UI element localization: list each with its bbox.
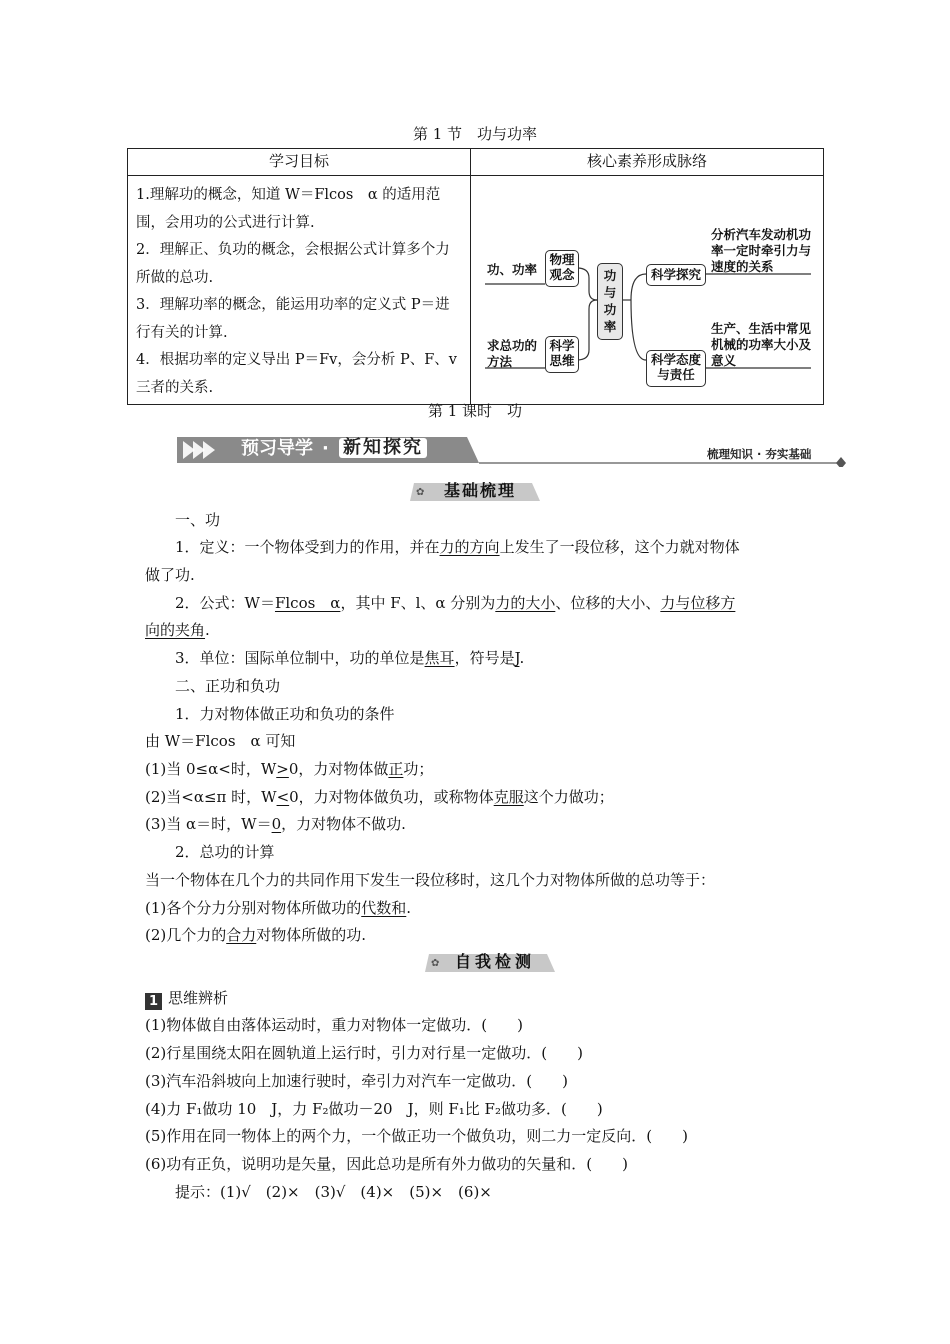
- objectives-table: [127, 148, 824, 405]
- heading-work: 一、功: [175, 511, 221, 529]
- section-selfcheck-header: [425, 952, 555, 974]
- check-item-5: (5)作用在同一物体上的两个力，一个做正功一个做负功，则二力一定反向．( ): [145, 1127, 688, 1145]
- total-work-method-1: (1)各个分力分别对物体所做功的代数和.: [145, 899, 412, 917]
- blank-angle-part1: 力与位移方: [660, 594, 736, 612]
- heading-positive-negative: 二、正功和负功: [175, 677, 281, 695]
- box-scientific-inquiry: 科学探究: [646, 264, 706, 286]
- check-item-4: (4)力 F₁做功 10 J，力 F₂做功－20 J，则 F₁比 F₂做功多．( ): [145, 1100, 603, 1118]
- banner-dot: ·: [322, 438, 329, 459]
- lesson-title: 第 1 课时 功: [427, 402, 523, 420]
- check-title: 思维辨析: [168, 989, 229, 1007]
- concept-diagram: [471, 176, 823, 398]
- blank-angle-part2: 向的夹角: [145, 621, 206, 639]
- check-item-3: (3)汽车沿斜坡向上加速行驶时，牵引力对汽车一定做功．( ): [145, 1072, 568, 1090]
- definition-line1: 1．定义：一个物体受到力的作用，并在力的方向上发生了一段位移，这个力就对物体: [175, 538, 740, 556]
- total-work-desc: 当一个物体在几个力的共同作用下发生一段位移时，这几个力对物体所做的总功等于：: [145, 871, 716, 889]
- section-selfcheck-title: 自我检测: [454, 952, 535, 971]
- blank-algebraic-sum: 代数和: [361, 899, 407, 917]
- formula-line2: 向的夹角.: [145, 621, 210, 639]
- goal-4: 4．根据功率的定义导出 P＝Fv，会分析 P、F、v 三者的关系.: [136, 352, 457, 396]
- unit-line: 3．单位：国际单位制中，功的单位是焦耳，符号是J.: [175, 649, 525, 667]
- definition-line2: 做了功.: [145, 566, 195, 584]
- check-answers: 提示：(1)√ (2)× (3)√ (4)× (5)× (6)×: [175, 1183, 492, 1201]
- box-center-work-power: 功与功率: [597, 263, 623, 340]
- blank-gt: >: [276, 760, 289, 778]
- blank-resultant-force: 合力: [226, 926, 257, 944]
- goal-2: 2．理解正、负功的概念，会根据公式计算多个力所做的总功.: [136, 242, 450, 286]
- blank-force-direction: 力的方向: [439, 538, 500, 556]
- blank-positive: 正: [388, 760, 404, 778]
- blank-zero: 0: [271, 815, 282, 833]
- formula-line1: 2．公式：W＝Flcos α，其中 F、l、α 分别为力的大小、位移的大小、力与位移方: [175, 594, 736, 612]
- condition-heading: 1．力对物体做正功和负功的条件: [175, 705, 395, 723]
- svg-text:✿: ✿: [431, 958, 440, 969]
- total-work-heading: 2．总功的计算: [175, 843, 275, 861]
- label-gong-gonglv: 功、功率: [487, 262, 538, 277]
- preview-banner: [177, 433, 847, 467]
- goal-3: 3．理解功率的概念，能运用功率的定义式 P＝进行有关的计算.: [136, 297, 450, 341]
- check-item-1: (1)物体做自由落体运动时，重力对物体一定做功．( ): [145, 1016, 523, 1034]
- section-title: 第 1 节 功与功率: [412, 125, 538, 143]
- label-total-work-method: 求总功的方法: [487, 338, 538, 369]
- blank-formula: Flcos α: [274, 594, 341, 612]
- case-1: (1)当 0≤α<时，W>0，力对物体做正功；: [145, 760, 434, 778]
- total-work-method-2: (2)几个力的合力对物体所做的功.: [145, 926, 367, 944]
- box-scientific-attitude: 科学态度与责任: [646, 350, 706, 387]
- banner-main-title: 预习导学: [241, 438, 313, 459]
- literacy-header: 核心素养形成脉络: [471, 149, 824, 176]
- diagram-cell: [471, 176, 824, 405]
- svg-text:✿: ✿: [416, 487, 425, 498]
- blank-lt: <: [276, 788, 290, 806]
- box-scientific-thinking: 科学思维: [545, 336, 579, 373]
- blank-overcome: 克服: [493, 788, 524, 806]
- goals-cell: [128, 176, 471, 405]
- goals-header: 学习目标: [128, 149, 471, 176]
- check-item-6: (6)功有正负，说明功是矢量，因此总功是所有外力做功的矢量和．( ): [145, 1155, 628, 1173]
- section-basics-title: 基础梳理: [443, 481, 516, 500]
- goal-1: 1.理解功的概念，知道 W＝Flcos α 的适用范围，会用功的公式进行计算.: [136, 187, 441, 231]
- box-physics-concept: 物理观念: [545, 250, 579, 287]
- blank-symbol-j: J: [514, 649, 520, 667]
- banner-highlight: 新知探究: [339, 438, 427, 458]
- banner-right-text: 梳理知识 · 夯实基础: [707, 447, 812, 461]
- label-machine-power: 生产、生活中常见机械的功率大小及意义: [711, 321, 812, 368]
- check-item-2: (2)行星围绕太阳在圆轨道上运行时，引力对行星一定做功．( ): [145, 1044, 583, 1062]
- case-2: (2)当<α≤π 时，W<0，力对物体做负功，或称物体克服这个力做功；: [145, 788, 614, 806]
- check-title-row: [145, 988, 228, 1010]
- blank-force-magnitude: 力的大小: [495, 594, 556, 612]
- label-engine-power: 分析汽车发动机功率一定时牵引力与速度的关系: [711, 227, 812, 274]
- blank-joule: 焦耳: [424, 649, 455, 667]
- formula-implies: 由 W＝Flcos α 可知: [145, 732, 296, 750]
- check-number-badge: 1: [145, 993, 162, 1010]
- case-3: (3)当 α＝时，W＝0，力对物体不做功.: [145, 815, 406, 833]
- section-basics-header: [410, 481, 540, 503]
